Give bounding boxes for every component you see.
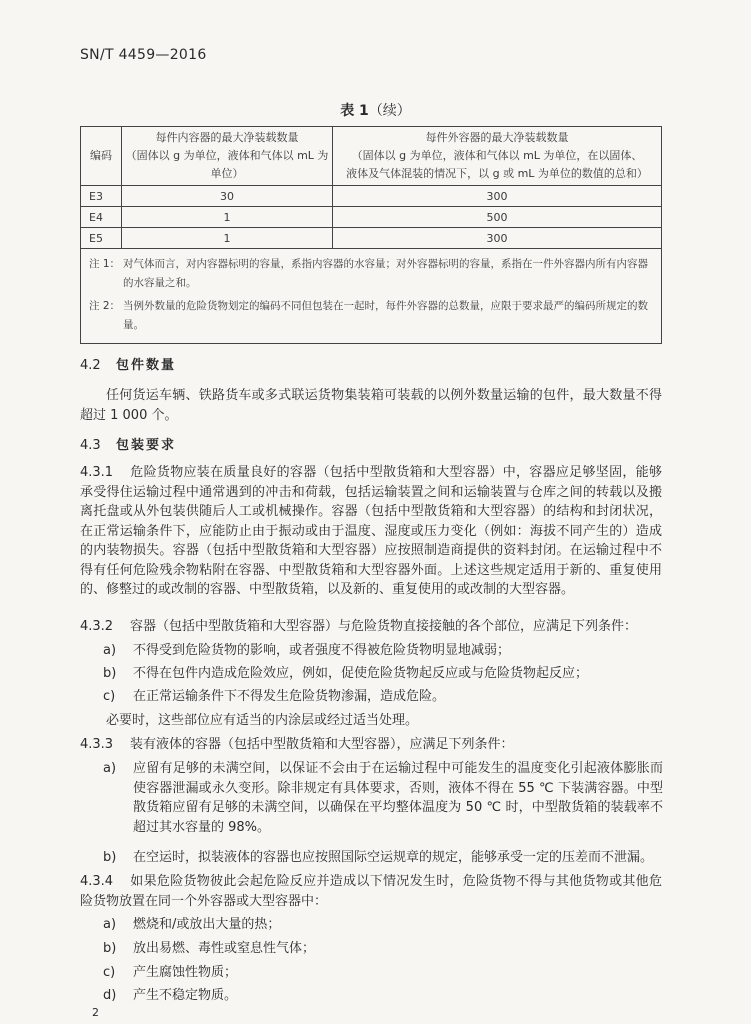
clause-number: 4.3.2 <box>80 619 114 634</box>
list-item <box>103 986 663 1006</box>
list-marker: b) <box>103 941 117 956</box>
table-note-2 <box>89 297 653 335</box>
clause-number: 4.3.4 <box>80 874 114 889</box>
list-item <box>103 848 663 868</box>
list-text: 在正常运输条件下不得发生危险货物渗漏，造成危险。 <box>133 689 446 704</box>
list-text: 不得受到危险货物的影响，或者强度不得被危险货物明显地减弱； <box>133 643 511 658</box>
section-title: 包装要求 <box>116 438 177 453</box>
table-row <box>81 186 662 207</box>
note-text: 对气体而言，对内容器标明的容量，系指内容器的水容量；对外容器标明的容量，系指在一件外容器内所有内容器的水容量之和。 <box>123 258 648 289</box>
list-text: 应留有足够的未满空间，以保证不会由于在运输过程中可能发生的温度变化引起液体膨胀而使容器泄漏或永久变形。除非规定有具体要求，否则，液体不得在 55 ℃ 下装满容器。中型散货箱应留有足够的未满空间，以确保在平均整体温度为 50 ℃ 时，中型散货箱的装载率不超过其水容量的 98%。 <box>133 761 663 835</box>
header-inner-line1: 每件内容器的最大净装载数量 <box>155 131 299 144</box>
clause-number: 4.3.3 <box>80 737 114 752</box>
list-marker: c) <box>103 689 116 704</box>
header-outer-line2: （固体以 g 为单位，液体和气体以 mL 为单位，在以固体、 <box>351 149 643 162</box>
cell-outer-qty: 500 <box>333 207 662 228</box>
table-row <box>81 207 662 228</box>
table-header-row <box>81 127 662 186</box>
table-caption-label: 表 1 <box>340 103 369 119</box>
list-marker: c) <box>103 965 116 980</box>
list-marker: b) <box>103 850 117 865</box>
list-marker: a) <box>103 761 117 776</box>
clause-text: 危险货物应装在质量良好的容器（包括中型散货箱和大型容器）中，容器应足够坚固，能够承受得住运输过程中通常遇到的冲击和荷载，包括运输装置之间和运输装置与仓库之间的转载以及搬离托盘或从外包装供随后人工或机械操作。容器（包括中型散货箱和大型容器）的结构和封闭状况，在正常运输条件下，应能防止由于振动或由于温度、湿度或压力变化（例如：海拔不同产生的）造成的内装物损失。容器（包括中型散货箱和大型容器）应按照制造商提供的资料封闭。在运输过程中不得有任何危险残余物粘附在容器、中型散货箱和大型容器外面。上述这些规定适用于新的、重复使用的、修整过的或改制的容器、中型散货箱，以及新的、重复使用的或改制的大型容器。 <box>80 465 662 597</box>
cell-code: E4 <box>81 207 122 228</box>
list-text: 燃烧和/或放出大量的热； <box>133 917 281 932</box>
page-number: 2 <box>92 1006 99 1019</box>
cell-inner-qty: 30 <box>122 186 333 207</box>
table-notes-row <box>81 249 662 344</box>
header-inner-line2: （固体以 g 为单位，液体和气体以 mL 为单位） <box>125 149 329 180</box>
note-label: 注 1： <box>89 258 121 270</box>
clause-4-3-4-intro <box>80 872 662 911</box>
list-item <box>103 759 663 837</box>
table-row <box>81 228 662 249</box>
cell-outer-qty: 300 <box>333 186 662 207</box>
list-item <box>103 963 663 983</box>
section-4-2-body: 任何货运车辆、铁路货车或多式联运货物集装箱可装载的以例外数量运输的包件，最大数量不得超过 1 000 个。 <box>80 388 662 423</box>
clause-text: 容器（包括中型散货箱和大型容器）与危险货物直接接触的各个部位，应满足下列条件： <box>130 619 638 634</box>
table-notes <box>81 249 662 344</box>
section-number: 4.3 <box>80 438 101 453</box>
list-marker: b) <box>103 666 117 681</box>
note-label: 注 2： <box>89 300 121 312</box>
header-outer-line3: 液体及气体混装的情况下，以 g 或 mL 为单位的数值的总和） <box>346 167 648 180</box>
section-4-2-heading <box>80 354 176 373</box>
cell-inner-qty: 1 <box>122 207 333 228</box>
note-text: 当例外数量的危险货物划定的编码不同但包装在一起时，每件外容器的总数量，应限于要求最严的编码所规定的数量。 <box>123 300 648 331</box>
header-outer-container <box>333 127 662 186</box>
clause-4-3-2-note: 必要时，这些部位应有适当的内涂层或经过适当处理。 <box>106 713 419 728</box>
header-outer-line1: 每件外容器的最大净装载数量 <box>425 131 569 144</box>
list-item <box>103 939 663 959</box>
cell-inner-qty: 1 <box>122 228 333 249</box>
table-note-1 <box>89 255 653 293</box>
standard-code: SN/T 4459—2016 <box>80 47 207 63</box>
clause-text: 如果危险货物彼此会起危险反应并造成以下情况发生时，危险货物不得与其他货物或其他危险货物放置在同一个外容器或大型容器中： <box>80 874 662 909</box>
list-marker: a) <box>103 643 117 658</box>
list-item <box>103 641 663 661</box>
list-text: 在空运时，拟装液体的容器也应按照国际空运规章的规定，能够承受一定的压差而不泄漏。 <box>133 850 654 865</box>
header-code: 编码 <box>81 127 122 186</box>
list-text: 产生腐蚀性物质； <box>133 965 238 980</box>
list-item <box>103 687 663 707</box>
clause-text: 装有液体的容器（包括中型散货箱和大型容器），应满足下列条件： <box>130 737 514 752</box>
list-text: 放出易燃、毒性或窒息性气体； <box>133 941 316 956</box>
clause-4-3-3-intro <box>80 735 662 755</box>
section-title: 包件数量 <box>116 358 177 373</box>
packaging-limits-table <box>80 126 662 344</box>
table-caption <box>0 100 751 120</box>
clause-4-3-1 <box>80 463 662 600</box>
clause-number: 4.3.1 <box>80 465 114 480</box>
list-item <box>103 664 663 684</box>
section-4-3-heading <box>80 434 176 453</box>
list-text: 不得在包件内造成危险效应，例如，促使危险货物起反应或与危险货物起反应； <box>133 666 589 681</box>
list-marker: d) <box>103 988 117 1003</box>
clause-4-3-2-intro <box>80 617 662 637</box>
cell-code: E5 <box>81 228 122 249</box>
table-caption-continued: （续） <box>368 103 411 119</box>
cell-outer-qty: 300 <box>333 228 662 249</box>
section-number: 4.2 <box>80 358 101 373</box>
cell-code: E3 <box>81 186 122 207</box>
list-item <box>103 915 663 935</box>
list-marker: a) <box>103 917 117 932</box>
list-text: 产生不稳定物质。 <box>133 988 238 1003</box>
header-inner-container <box>122 127 333 186</box>
